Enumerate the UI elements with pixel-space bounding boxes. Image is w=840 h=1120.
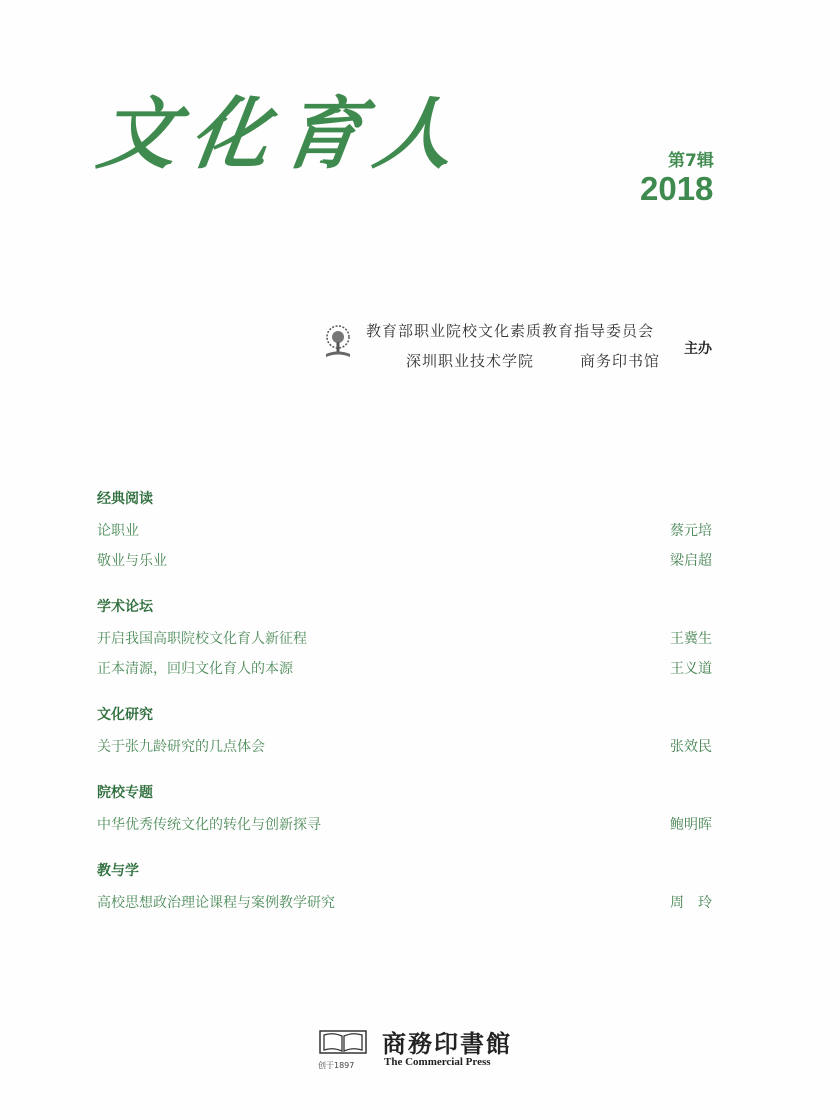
section-title: 院校专题 bbox=[97, 785, 153, 801]
toc-entry bbox=[97, 624, 712, 654]
section-title: 经典阅读 bbox=[97, 491, 153, 507]
entry-author: 鲍明晖 bbox=[670, 817, 712, 833]
section-title: 学术论坛 bbox=[97, 599, 153, 615]
entry-author: 蔡元培 bbox=[670, 523, 712, 539]
toc-entry bbox=[97, 654, 712, 684]
publisher-name-cn: 商務印書館 bbox=[382, 1029, 512, 1058]
toc-section-classics bbox=[97, 488, 712, 576]
cover-title: 文化育人 bbox=[92, 89, 474, 180]
entry-author: 周 玲 bbox=[670, 895, 712, 911]
entry-title: 中华优秀传统文化的转化与创新探寻 bbox=[97, 817, 321, 833]
toc-entry bbox=[97, 888, 712, 918]
organizer-committee: 教育部职业院校文化素质教育指导委员会 bbox=[366, 322, 655, 340]
cover-year: 2018 bbox=[640, 170, 714, 207]
organizer-college: 深圳职业技术学院 bbox=[406, 352, 535, 370]
tree-emblem-icon bbox=[318, 322, 358, 362]
section-title: 文化研究 bbox=[97, 707, 153, 723]
host-label: 主办 bbox=[684, 341, 712, 357]
organizer-press: 商务印书馆 bbox=[580, 352, 661, 370]
publisher-founded: 创于1897 bbox=[318, 1061, 355, 1070]
toc-entry bbox=[97, 810, 712, 840]
entry-title: 开启我国高职院校文化育人新征程 bbox=[97, 631, 307, 647]
toc-entry bbox=[97, 516, 712, 546]
section-title: 教与学 bbox=[97, 863, 139, 879]
open-book-logo-icon bbox=[318, 1027, 368, 1057]
table-of-contents bbox=[97, 488, 712, 938]
toc-section-culture bbox=[97, 704, 712, 762]
entry-title: 论职业 bbox=[97, 523, 139, 539]
toc-section-colleges bbox=[97, 782, 712, 840]
toc-entry bbox=[97, 732, 712, 762]
issue-label: 第7辑 bbox=[668, 151, 714, 171]
toc-section-teaching bbox=[97, 860, 712, 918]
entry-title: 敬业与乐业 bbox=[97, 553, 167, 569]
entry-title: 高校思想政治理论课程与案例教学研究 bbox=[97, 895, 335, 911]
entry-title: 关于张九龄研究的几点体会 bbox=[97, 739, 265, 755]
toc-section-forum bbox=[97, 596, 712, 684]
publisher-name-en: The Commercial Press bbox=[384, 1056, 491, 1068]
entry-author: 梁启超 bbox=[670, 553, 712, 569]
entry-author: 王义道 bbox=[670, 661, 712, 677]
entry-author: 张效民 bbox=[670, 739, 712, 755]
toc-entry bbox=[97, 546, 712, 576]
entry-title: 正本清源，回归文化育人的本源 bbox=[97, 661, 293, 677]
entry-author: 王冀生 bbox=[670, 631, 712, 647]
